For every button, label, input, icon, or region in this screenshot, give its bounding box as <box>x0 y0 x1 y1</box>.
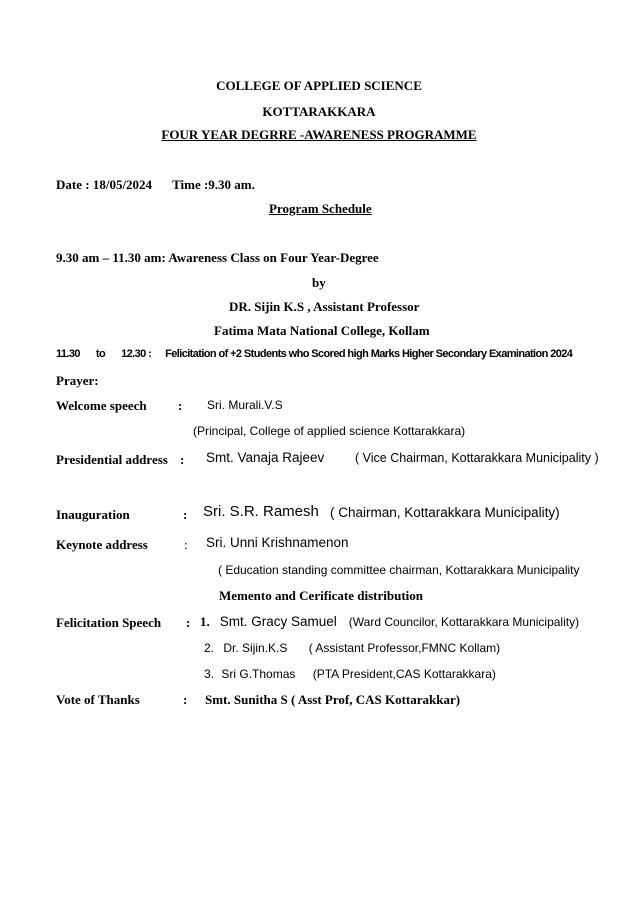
inauguration-colon: : <box>183 507 188 522</box>
session2-title: Felicitation of +2 Students who Scored high Marks Higher Secondary Examination 2024 <box>165 348 573 360</box>
presidential-label: Presidential address <box>56 452 168 467</box>
felicitation-item <box>204 667 496 681</box>
session1-time: 9.30 am – 11.30 am: <box>56 250 166 265</box>
welcome-detail: (Principal, College of applied science Kottarakkara) <box>193 424 466 438</box>
inauguration-label: Inauguration <box>56 507 130 522</box>
welcome-name: Sri. Murali.V.S <box>207 398 283 412</box>
welcome-label: Welcome speech <box>56 398 147 413</box>
thanks-colon: : <box>183 692 188 707</box>
felicitation-colon: : <box>186 615 191 630</box>
prayer-label: Prayer: <box>56 373 99 388</box>
thanks-label: Vote of Thanks <box>56 692 140 707</box>
date-time-line <box>56 177 255 193</box>
college-name: COLLEGE OF APPLIED SCIENCE <box>216 78 422 93</box>
keynote-colon: : <box>184 537 188 552</box>
inauguration-name: Sri. S.R. Ramesh <box>203 503 319 520</box>
session2-to: to <box>95 348 106 360</box>
presidential-colon: : <box>180 452 185 467</box>
felicitation-label: Felicitation Speech <box>56 615 162 630</box>
felicitation-item-detail: (Ward Councilor, Kottarakkara Municipality) <box>348 615 580 629</box>
time-value: 9.30 am. <box>208 177 255 192</box>
felicitation-item-detail: (PTA President,CAS Kottarakkara) <box>312 667 496 681</box>
presidential-name: Smt. Vanaja Rajeev <box>206 450 325 465</box>
college-place: KOTTARAKKARA <box>262 104 376 119</box>
session2-line <box>56 348 572 360</box>
keynote-label: Keynote address <box>56 537 148 552</box>
felicitation-item-name: Sri G.Thomas <box>221 667 296 681</box>
time-label: Time : <box>172 177 209 192</box>
felicitation-item-name: Smt. Gracy Samuel <box>219 614 337 629</box>
felicitation-item <box>204 641 500 655</box>
session1-institution: Fatima Mata National College, Kollam <box>214 323 430 338</box>
inauguration-detail: ( Chairman, Kottarakkara Municipality) <box>330 505 560 520</box>
session1-title: Awareness Class on Four Year-Degree <box>168 250 379 265</box>
felicitation-item <box>200 613 579 631</box>
felicitation-item-number: 3. <box>204 667 215 681</box>
session2-start: 11.30 <box>56 348 80 360</box>
memento-line: Memento and Cerificate distribution <box>219 588 424 603</box>
felicitation-item-detail: ( Assistant Professor,FMNC Kollam) <box>308 641 501 655</box>
welcome-colon: : <box>178 398 183 413</box>
thanks-text: Smt. Sunitha S ( Asst Prof, CAS Kottarakkar) <box>205 692 461 707</box>
session1-speaker: DR. Sijin K.S , Assistant Professor <box>229 299 420 314</box>
felicitation-item-name: Dr. Sijin.K.S <box>223 641 288 655</box>
felicitation-item-number: 2. <box>204 641 215 655</box>
keynote-name: Sri. Unni Krishnamenon <box>206 535 349 550</box>
schedule-heading: Program Schedule <box>269 201 372 216</box>
session1-by: by <box>312 275 326 290</box>
felicitation-item-number: 1. <box>200 614 210 629</box>
date-label: Date : <box>56 177 93 192</box>
session1-line <box>56 250 379 266</box>
programme-title: FOUR YEAR DEGRRE -AWARENESS PROGRAMME <box>161 127 477 142</box>
presidential-detail: ( Vice Chairman, Kottarakkara Municipality ) <box>355 451 599 465</box>
date-value: 18/05/2024 <box>92 177 153 192</box>
session2-end: 12.30 : <box>121 348 152 360</box>
keynote-detail: ( Education standing committee chairman, Kottarakkara Municipality <box>218 563 580 577</box>
